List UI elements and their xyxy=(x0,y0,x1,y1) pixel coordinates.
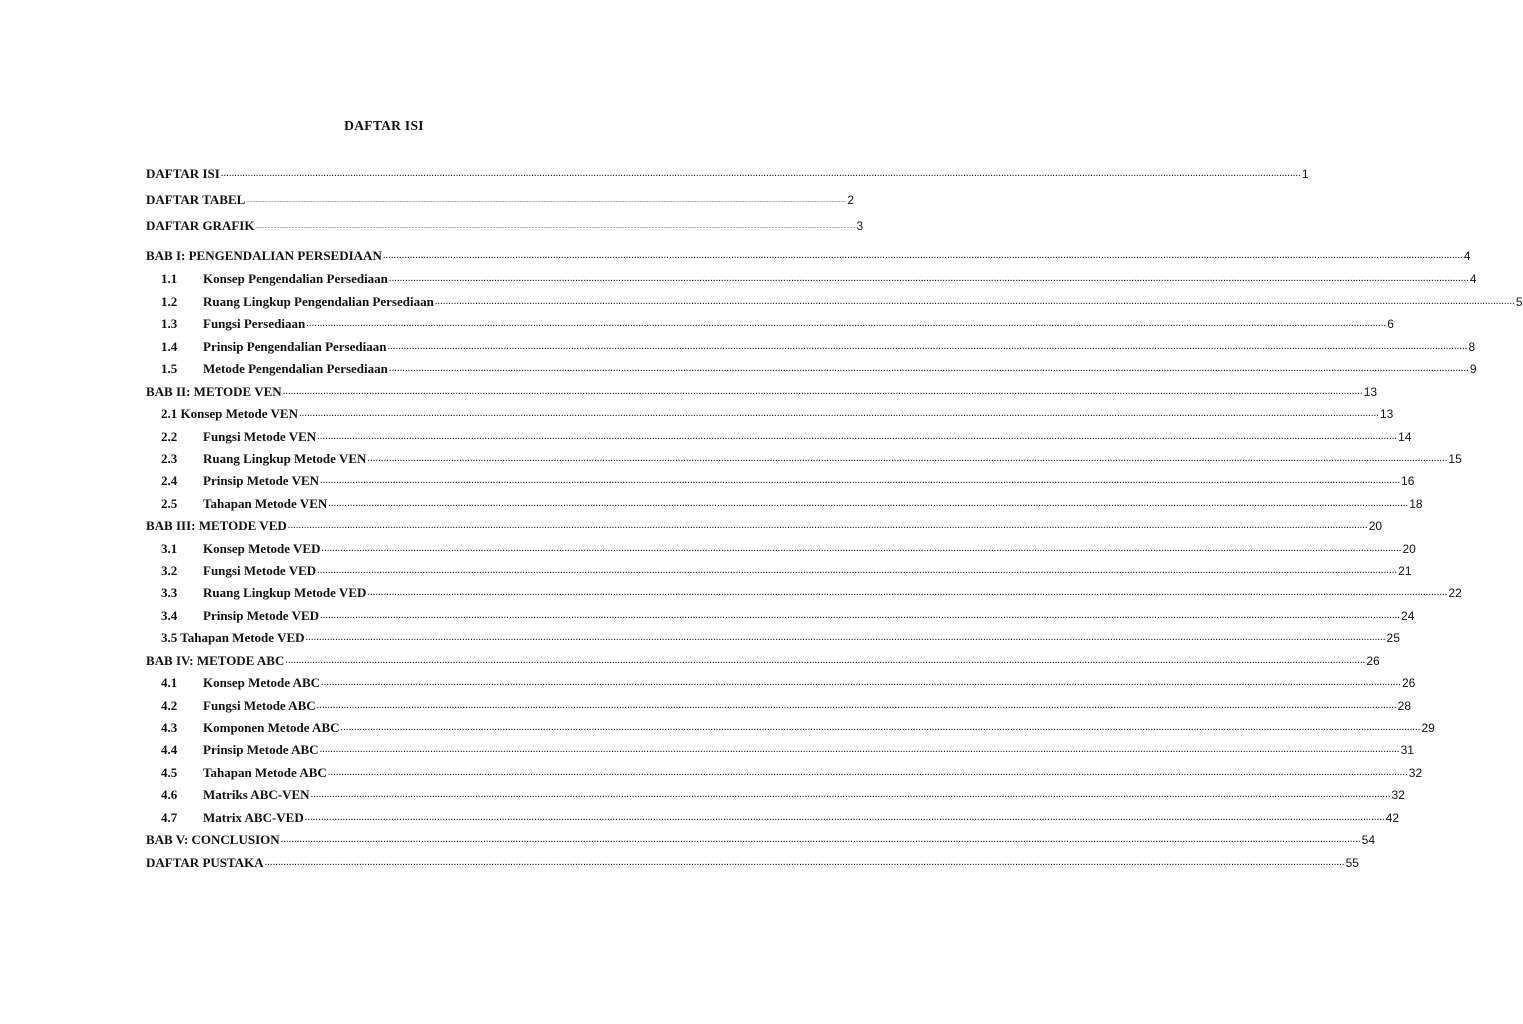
toc-entry-number: 4.6 xyxy=(161,787,178,802)
toc-entry-number: 4.2 xyxy=(161,698,178,713)
toc-dot-leader: ................................................................................................................................................................................................................................................................................................................................................................................................................ xyxy=(317,565,1398,576)
toc-entry-label: DAFTAR TABEL xyxy=(146,192,246,207)
toc-entry-label: DAFTAR ISI xyxy=(146,166,220,181)
toc-entry-number: 4.1 xyxy=(161,675,178,690)
page-title: DAFTAR ISI xyxy=(344,118,424,133)
toc-dot-leader: ................................................................................................................................................................................................................................................................................................................................................................................................................ xyxy=(328,498,1409,509)
toc-entry xyxy=(161,604,1415,624)
toc-entry-label: Prinsip Pengendalian Persediaan xyxy=(203,339,387,354)
toc-entry xyxy=(146,244,1471,264)
toc-dot-leader: ................................................................................................................................................................................................................................................................................................................................................................................................................ xyxy=(320,610,1401,621)
toc-entry xyxy=(161,761,1423,781)
toc-entry xyxy=(146,214,864,234)
toc-entry-label: BAB IV: METODE ABC xyxy=(146,653,285,668)
toc-entry-label: DAFTAR PUSTAKA xyxy=(146,855,264,870)
toc-entry xyxy=(161,694,1412,714)
toc-page-number: 5 xyxy=(1515,295,1523,309)
toc-entry-label: Tahapan Metode ABC xyxy=(203,765,327,780)
toc-page-number: 3 xyxy=(856,219,864,233)
toc-page-number: 20 xyxy=(1368,519,1383,533)
toc-dot-leader: ................................................................................................................................................................................................................................................................................................................................................................................................................ xyxy=(220,168,1301,179)
toc-entry xyxy=(161,671,1416,691)
toc-entry-label: BAB II: METODE VEN xyxy=(146,384,282,399)
toc-page-number: 32 xyxy=(1408,766,1423,780)
toc-entry-label: BAB III: METODE VED xyxy=(146,518,287,533)
toc-page-number: 42 xyxy=(1385,811,1400,825)
toc-entry xyxy=(161,581,1462,601)
toc-page-number: 28 xyxy=(1397,699,1412,713)
toc-entry xyxy=(161,469,1415,489)
toc-dot-leader: ................................................................................................................................................................................................................................................................................................................................................................................................................ xyxy=(382,250,1463,261)
toc-page-number: 55 xyxy=(1345,856,1359,870)
toc-entry xyxy=(161,425,1412,445)
toc-page-number: 9 xyxy=(1469,362,1477,376)
toc-dot-leader: ................................................................................................................................................................................................................................................................................................................................................................................................................ xyxy=(387,341,1468,352)
toc-dot-leader: ................................................................................................................................................................................................................................................................................................................................................................................................................ xyxy=(282,386,1363,397)
toc-entry-label: Ruang Lingkup Pengendalian Persediaan xyxy=(203,294,434,309)
toc-dot-leader: ................................................................................................................................................................................................................................................................................................................................................................................................................ xyxy=(367,453,1448,464)
toc-entry xyxy=(161,290,1523,310)
toc-entry-number: 4.5 xyxy=(161,765,178,780)
toc-dot-leader: ................................................................................................................................................................................................................................................................................................................................................................................................................ xyxy=(306,318,1387,329)
toc-page-number: 24 xyxy=(1401,609,1415,623)
toc-entry-label: Fungsi Metode ABC xyxy=(203,698,316,713)
toc-entry-number: 4.4 xyxy=(161,742,178,757)
toc-entry-label: Prinsip Metode VED xyxy=(203,608,320,623)
toc-page-number: 14 xyxy=(1398,430,1412,444)
toc-page-number: 1 xyxy=(1301,167,1309,181)
toc-entry-number: 4.7 xyxy=(161,810,178,825)
toc-entry-number: 2.3 xyxy=(161,451,178,466)
toc-entry-label: Prinsip Metode ABC xyxy=(203,742,319,757)
toc-entry-label: Fungsi Metode VED xyxy=(203,563,317,578)
toc-page-number: 18 xyxy=(1409,497,1423,511)
toc-entry-number: 1.5 xyxy=(161,361,178,376)
toc-page-number: 8 xyxy=(1468,340,1476,354)
toc-entry xyxy=(161,402,1394,422)
toc-dot-leader: ................................................................................................................................................................................................................................................................................................................................................................................................................ xyxy=(388,363,1469,374)
toc-entry xyxy=(161,267,1477,287)
toc-page-number: 22 xyxy=(1448,586,1462,600)
toc-entry-label: BAB I: PENGENDALIAN PERSEDIAAN xyxy=(146,248,382,263)
toc-entry-label: Ruang Lingkup Metode VEN xyxy=(203,451,367,466)
toc-dot-leader: ................................................................................................................................................................................................................................................................................................................................................................................................................ xyxy=(434,296,1515,307)
toc-entry xyxy=(161,738,1414,758)
toc-entry-label: Konsep Pengendalian Persediaan xyxy=(203,271,388,286)
toc-entry-number: 3.4 xyxy=(161,608,178,623)
toc-page-number: 31 xyxy=(1400,743,1414,757)
toc-entry-label: 3.5 Tahapan Metode VED xyxy=(161,630,305,645)
toc-dot-leader: ................................................................................................................................................................................................................................................................................................................................................................................................................ xyxy=(280,834,1361,845)
toc-entry-label: 2.1 Konsep Metode VEN xyxy=(161,406,298,421)
toc-dot-leader: ................................................................................................................................................................................................................................................................................................................................................................................................................ xyxy=(320,475,1401,486)
toc-entry-label: Metode Pengendalian Persediaan xyxy=(203,361,388,376)
toc-entry-label: Konsep Metode VED xyxy=(203,541,321,556)
toc-entry-number: 1.1 xyxy=(161,271,178,286)
toc-dot-leader: ................................................................................................................................................................................................................................................................................................................................................................................................................ xyxy=(316,700,1397,711)
toc-dot-leader: ................................................................................................................................................................................................................................................................................................................................................................................................................ xyxy=(319,744,1400,755)
toc-dot-leader: ................................................................................................................................................................................................................................................................................................................................................................................................................ xyxy=(264,857,1345,868)
toc-entry xyxy=(161,537,1416,557)
toc-entry-label: Ruang Lingkup Metode VED xyxy=(203,585,367,600)
toc-entry xyxy=(161,559,1412,579)
toc-entry-label: Matrix ABC-VED xyxy=(203,810,304,825)
toc-page-number: 21 xyxy=(1398,564,1412,578)
toc-dot-leader: ................................................................................................................................................................................................................................................................................................................................................................................................................ xyxy=(321,543,1402,554)
toc-entry xyxy=(161,806,1400,826)
toc-entry xyxy=(146,828,1376,848)
toc-dot-leader: ................................................................................................................................................................................................................................................................................................................................................................................................................ xyxy=(367,587,1448,598)
toc-page-number: 4 xyxy=(1463,249,1471,263)
toc-page-number: 54 xyxy=(1361,833,1376,847)
toc-dot-leader: ................................................................................................................................................................................................................................................................................................................................................................................................................ xyxy=(305,632,1386,643)
toc-page-number: 32 xyxy=(1391,788,1405,802)
toc-page-number: 26 xyxy=(1402,676,1416,690)
toc-entry-label: Fungsi Metode VEN xyxy=(203,429,317,444)
toc-entry-label: Fungsi Persediaan xyxy=(203,316,306,331)
toc-page-number: 13 xyxy=(1379,407,1394,421)
toc-entry-number: 1.4 xyxy=(161,339,178,354)
toc-entry xyxy=(146,380,1378,400)
toc-dot-leader: ................................................................................................................................................................................................................................................................................................................................................................................................................ xyxy=(321,677,1401,688)
toc-entry-number: 3.2 xyxy=(161,563,178,578)
toc-entry xyxy=(146,851,1359,871)
toc-entry-label: DAFTAR GRAFIK xyxy=(146,218,255,233)
toc-dot-leader: ................................................................................................................................................................................................................................................................................................................................................................................................................ xyxy=(246,198,847,204)
toc-page-number: 15 xyxy=(1448,452,1462,466)
toc-dot-leader: ................................................................................................................................................................................................................................................................................................................................................................................................................ xyxy=(287,520,1368,531)
toc-page-number: 29 xyxy=(1421,721,1435,735)
toc-page-number: 25 xyxy=(1386,631,1400,645)
toc-dot-leader: ................................................................................................................................................................................................................................................................................................................................................................................................................ xyxy=(317,431,1398,442)
toc-entry xyxy=(161,492,1423,512)
toc-entry xyxy=(161,626,1400,646)
toc-dot-leader: ................................................................................................................................................................................................................................................................................................................................................................................................................ xyxy=(327,767,1408,778)
toc-entry-label: Konsep Metode ABC xyxy=(203,675,320,690)
toc-page-number: 6 xyxy=(1387,317,1394,331)
toc-page-number: 13 xyxy=(1363,385,1378,399)
toc-entry-label: Komponen Metode ABC xyxy=(203,720,340,735)
toc-entry xyxy=(161,783,1405,803)
toc-page-number: 20 xyxy=(1402,542,1416,556)
toc-entry-number: 2.4 xyxy=(161,473,178,488)
toc-entry-number: 1.2 xyxy=(161,294,178,309)
toc-entry-number: 3.1 xyxy=(161,541,178,556)
toc-entry-number: 4.3 xyxy=(161,720,178,735)
toc-entry xyxy=(161,447,1462,467)
toc-entry-number: 3.3 xyxy=(161,585,178,600)
toc-dot-leader: ................................................................................................................................................................................................................................................................................................................................................................................................................ xyxy=(310,789,1391,800)
toc-entry xyxy=(161,716,1435,736)
toc-page-number: 4 xyxy=(1469,272,1477,286)
toc-entry xyxy=(146,188,855,208)
toc-dot-leader: ................................................................................................................................................................................................................................................................................................................................................................................................................ xyxy=(285,655,1366,666)
toc-entry-number: 2.2 xyxy=(161,429,178,444)
toc-entry-number: 1.3 xyxy=(161,316,178,331)
toc-dot-leader: ................................................................................................................................................................................................................................................................................................................................................................................................................ xyxy=(340,722,1421,733)
toc-entry-label: BAB V: CONCLUSION xyxy=(146,832,280,847)
toc-entry xyxy=(161,357,1477,377)
toc-page-number: 2 xyxy=(847,193,855,207)
toc-page-number: 16 xyxy=(1401,474,1415,488)
toc-dot-leader: ................................................................................................................................................................................................................................................................................................................................................................................................................ xyxy=(304,812,1385,823)
toc-entry-label: Matriks ABC-VEN xyxy=(203,787,310,802)
toc-page-number: 26 xyxy=(1366,654,1380,668)
toc-entry-label: Tahapan Metode VEN xyxy=(203,496,328,511)
toc-entry xyxy=(161,335,1476,355)
toc-entry xyxy=(146,162,1309,182)
toc-entry-number: 2.5 xyxy=(161,496,178,511)
toc-entry xyxy=(146,649,1380,669)
toc-dot-leader: ................................................................................................................................................................................................................................................................................................................................................................................................................ xyxy=(388,273,1469,284)
toc-entry xyxy=(161,312,1394,332)
toc-entry-label: Prinsip Metode VEN xyxy=(203,473,320,488)
toc-dot-leader: ................................................................................................................................................................................................................................................................................................................................................................................................................ xyxy=(255,224,856,230)
toc-dot-leader: ................................................................................................................................................................................................................................................................................................................................................................................................................ xyxy=(298,408,1379,419)
toc-entry xyxy=(146,514,1383,534)
